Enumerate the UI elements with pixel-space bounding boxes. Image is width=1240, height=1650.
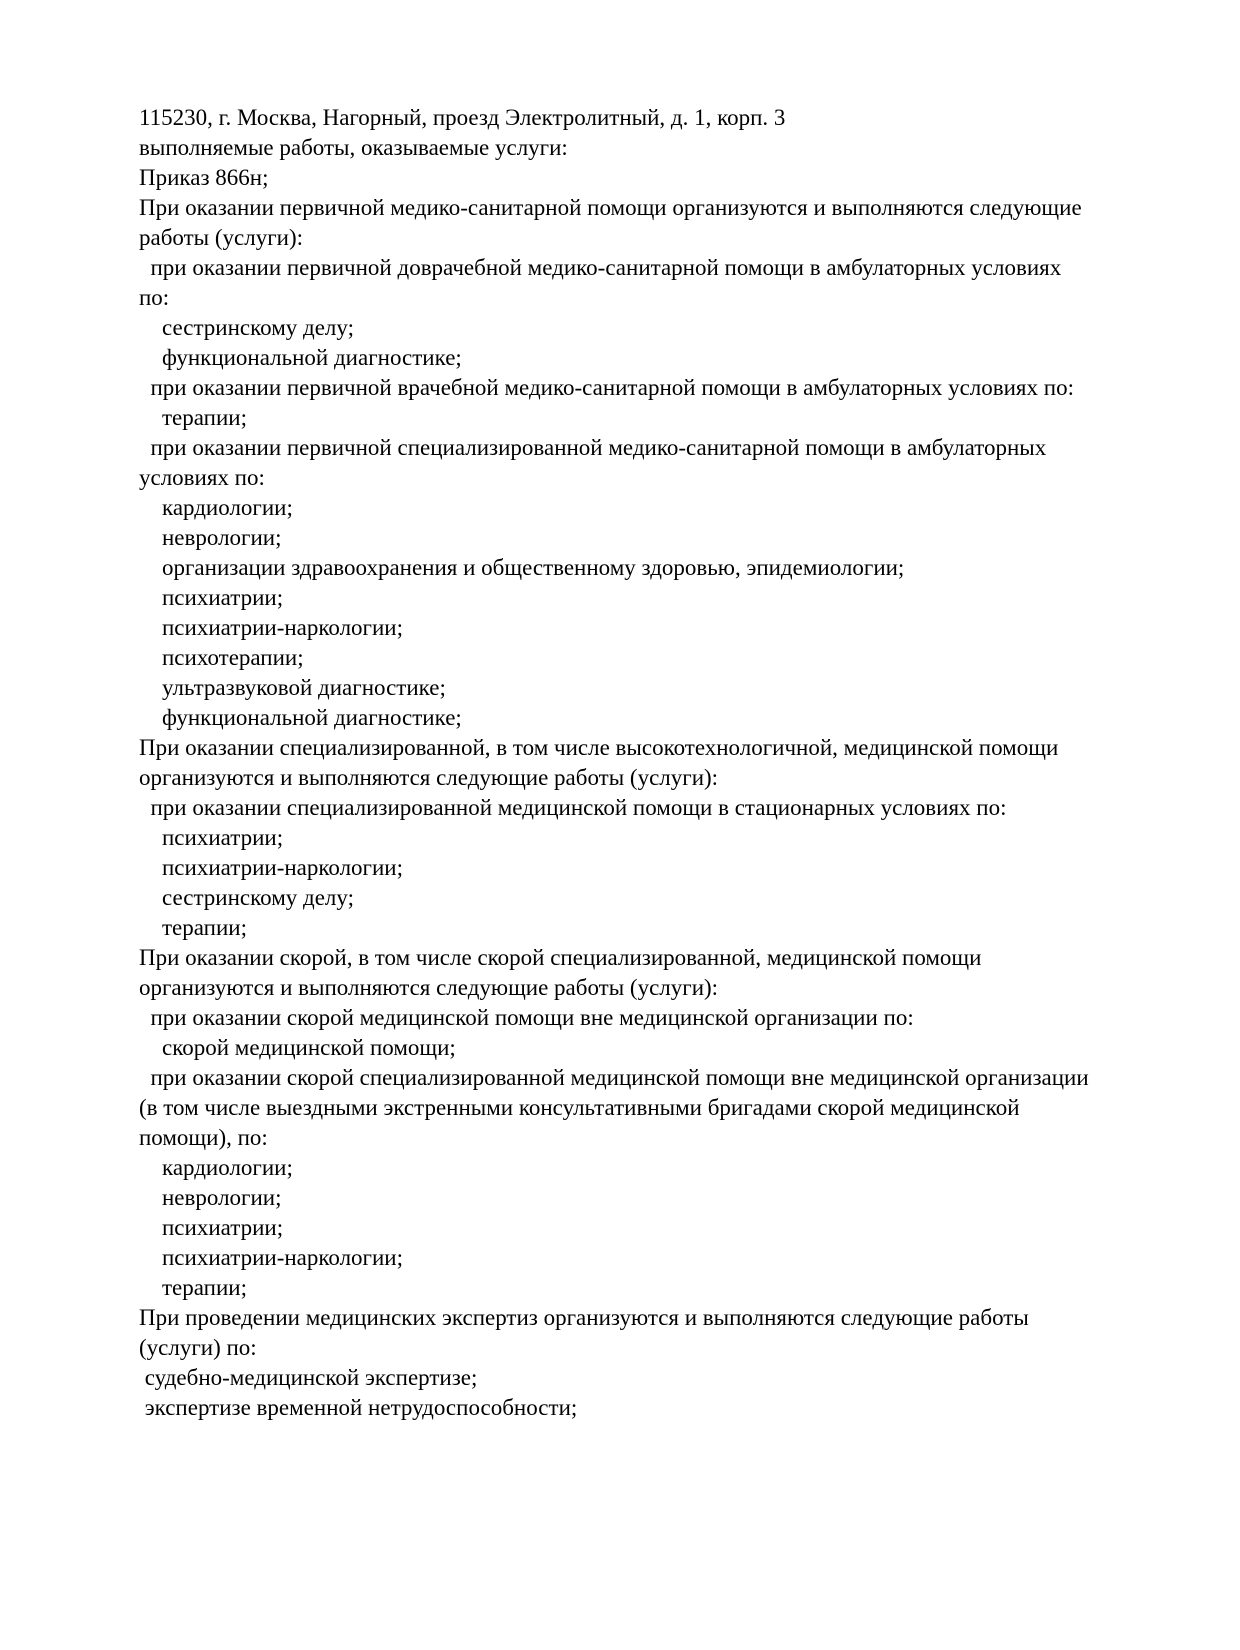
text-line: при оказании специализированной медицинской помощи в стационарных условиях по: (139, 795, 1007, 820)
text-line: функциональной диагностике; (139, 345, 462, 370)
text-line: при оказании первичной доврачебной медико-санитарной помощи в амбулаторных условиях (139, 255, 1062, 280)
text-line: работы (услуги): (139, 225, 303, 250)
text-line: при оказании скорой специализированной медицинской помощи вне медицинской организации (139, 1065, 1089, 1090)
text-line: организуются и выполняются следующие работы (услуги): (139, 765, 719, 790)
text-line: При оказании специализированной, в том числе высокотехнологичной, медицинской помощи (139, 735, 1059, 760)
text-line: психотерапии; (139, 645, 304, 670)
text-line: скорой медицинской помощи; (139, 1035, 456, 1060)
text-line: (услуги) по: (139, 1335, 257, 1360)
text-line: ультразвуковой диагностике; (139, 675, 446, 700)
text-line: выполняемые работы, оказываемые услуги: (139, 135, 568, 160)
text-line: судебно-медицинской экспертизе; (139, 1365, 478, 1390)
document-body (139, 103, 1089, 1423)
text-line: неврологии; (139, 525, 282, 550)
text-line: психиатрии; (139, 585, 284, 610)
text-line: кардиологии; (139, 1155, 293, 1180)
text-line: функциональной диагностике; (139, 705, 462, 730)
text-line: помощи), по: (139, 1125, 268, 1150)
text-line: психиатрии; (139, 1215, 284, 1240)
text-line: кардиологии; (139, 495, 293, 520)
text-line: терапии; (139, 405, 247, 430)
text-line: организации здравоохранения и общественному здоровью, эпидемиологии; (139, 555, 905, 580)
text-line: организуются и выполняются следующие работы (услуги): (139, 975, 719, 1000)
text-line: при оказании первичной врачебной медико-санитарной помощи в амбулаторных условиях по: (139, 375, 1074, 400)
text-line: психиатрии-наркологии; (139, 855, 403, 880)
text-line: по: (139, 285, 170, 310)
text-line: психиатрии-наркологии; (139, 1245, 403, 1270)
text-line: 115230, г. Москва, Нагорный, проезд Электролитный, д. 1, корп. 3 (139, 105, 786, 130)
text-line: условиях по: (139, 465, 265, 490)
text-line: терапии; (139, 915, 247, 940)
text-line: сестринскому делу; (139, 885, 354, 910)
text-line: неврологии; (139, 1185, 282, 1210)
text-line: психиатрии; (139, 825, 284, 850)
text-line: при оказании первичной специализированной медико-санитарной помощи в амбулаторных (139, 435, 1047, 460)
text-line: При проведении медицинских экспертиз организуются и выполняются следующие работы (139, 1305, 1029, 1330)
text-line: при оказании скорой медицинской помощи вне медицинской организации по: (139, 1005, 914, 1030)
text-line: (в том числе выездными экстренными консультативными бригадами скорой медицинской (139, 1095, 1020, 1120)
text-line: При оказании скорой, в том числе скорой специализированной, медицинской помощи (139, 945, 982, 970)
text-line: Приказ 866н; (139, 165, 269, 190)
text-line: сестринскому делу; (139, 315, 354, 340)
text-line: психиатрии-наркологии; (139, 615, 403, 640)
text-line: При оказании первичной медико-санитарной помощи организуются и выполняются следующие (139, 195, 1082, 220)
text-line: терапии; (139, 1275, 247, 1300)
text-line: экспертизе временной нетрудоспособности; (139, 1395, 578, 1420)
